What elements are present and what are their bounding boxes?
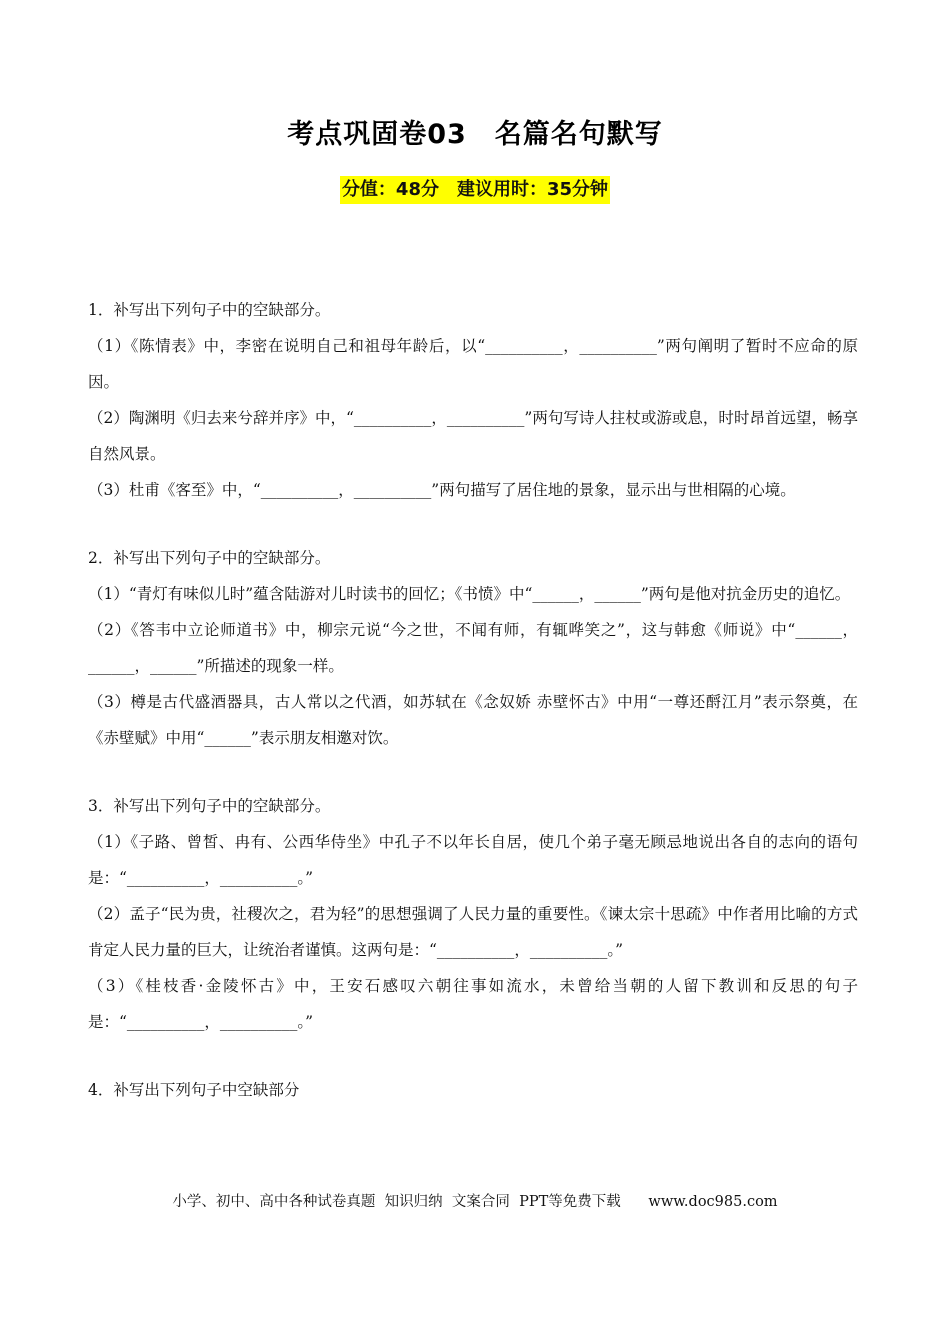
question-heading: 3．补写出下列句子中的空缺部分。 [88, 797, 331, 815]
question-3 [88, 788, 858, 1040]
question-item: （1）“青灯有味似儿时”蕴含陆游对儿时读书的回忆；《书愤》中“______，______”两句是他对抗金历史的追忆。 [88, 585, 851, 603]
question-item: （3）杜甫《客至》中，“__________，__________”两句描写了居住地的景象，显示出与世相隔的心境。 [88, 481, 796, 499]
page-title: 考点巩固卷03 名篇名句默写 [287, 119, 663, 150]
score-time-subtitle: 分值：48分 建议用时：35分钟 [340, 176, 610, 204]
question-item: （2）陶渊明《归去来兮辞并序》中，“__________，__________”两句写诗人拄杖或游或息，时时昂首远望，畅享自然风景。 [88, 409, 858, 463]
subtitle-wrap [0, 176, 950, 204]
question-item: （1）《陈情表》中，李密在说明自己和祖母年龄后，以“__________，__________”两句阐明了暂时不应命的原因。 [88, 337, 858, 391]
page-footer: 小学、初中、高中各种试卷真题 知识归纳 文案合同 PPT等免费下载 www.doc985.com [172, 1194, 778, 1210]
question-item: （2）孟子“民为贵，社稷次之，君为轻”的思想强调了人民力量的重要性。《谏太宗十思疏》中作者用比喻的方式肯定人民力量的巨大，让统治者谨慎。这两句是：“__________，__________。” [88, 905, 858, 959]
questions-content [88, 292, 858, 1140]
question-heading: 1．补写出下列句子中的空缺部分。 [88, 301, 331, 319]
question-item: （3）樽是古代盛酒器具，古人常以之代酒，如苏轼在《念奴娇 赤壁怀古》中用“一尊还酹江月”表示祭奠，在《赤壁赋》中用“______”表示朋友相邀对饮。 [88, 693, 858, 747]
question-2 [88, 540, 858, 756]
question-heading: 4．补写出下列句子中空缺部分 [88, 1081, 300, 1099]
question-item: （2）《答韦中立论师道书》中，柳宗元说“今之世，不闻有师，有辄哗笑之”，这与韩愈《师说》中“______，______，______”所描述的现象一样。 [88, 621, 858, 675]
question-heading: 2．补写出下列句子中的空缺部分。 [88, 549, 331, 567]
question-1 [88, 292, 858, 508]
question-item: （1）《子路、曾皙、冉有、公西华侍坐》中孔子不以年长自居，使几个弟子毫无顾忌地说出各自的志向的语句是：“__________，__________。” [88, 833, 858, 887]
question-4 [88, 1072, 858, 1108]
question-item: （3）《桂枝香·金陵怀古》中，王安石感叹六朝往事如流水，未曾给当朝的人留下教训和反思的句子是：“__________，__________。” [88, 977, 858, 1031]
